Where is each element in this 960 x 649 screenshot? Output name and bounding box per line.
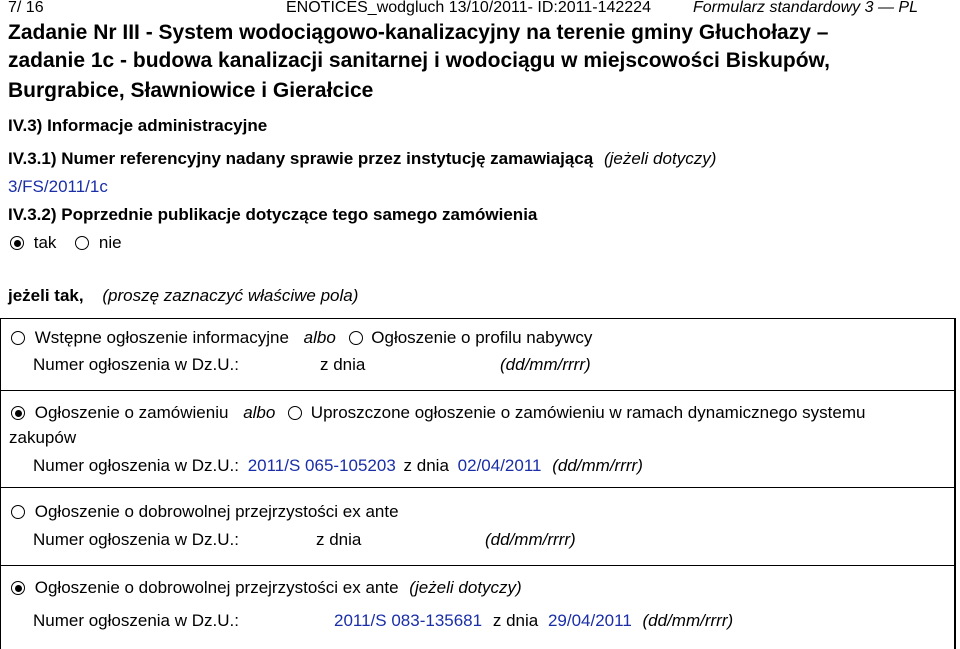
- radio-simplified-notice[interactable]: [288, 406, 302, 420]
- block4-date-value: 29/04/2011: [547, 611, 632, 630]
- albo-1: albo: [303, 328, 336, 347]
- radio-nie[interactable]: [75, 236, 89, 250]
- contract-notice-label: Ogłoszenie o zamówieniu: [34, 403, 229, 422]
- ex-ante-1-label: Ogłoszenie o dobrowolnej przejrzystości ex ante: [34, 502, 399, 521]
- prev-pub-options: [10, 233, 122, 253]
- block3-date-label: z dnia: [316, 530, 362, 549]
- if-yes-label: jeżeli tak,: [8, 286, 84, 305]
- pin-label: Wstępne ogłoszenie informacyjne: [34, 328, 289, 347]
- block1-num-label: Numer ogłoszenia w Dz.U.:: [33, 355, 239, 374]
- block4-num-value: 2011/S 083-135681: [334, 611, 483, 630]
- radio-contract-notice[interactable]: [11, 406, 25, 420]
- pub-block-3: [0, 487, 956, 566]
- radio-tak[interactable]: [10, 236, 24, 250]
- title-clip: [0, 74, 960, 101]
- block2-num-value: 2011/S 065-105203: [247, 456, 396, 475]
- radio-nie-label: nie: [98, 233, 122, 252]
- block1-options: [11, 328, 592, 348]
- block1-date-fmt: (dd/mm/rrrr): [500, 355, 591, 374]
- title-line-3: Burgrabice, Sławniowice i Gierałcice: [8, 79, 374, 101]
- page-number: 7/ 16: [8, 0, 44, 16]
- ref-hint: (jeżeli dotyczy): [603, 149, 717, 168]
- pub-block-1: [0, 318, 956, 391]
- block2-num-row: [33, 456, 643, 476]
- form-type: Formularz standardowy 3 — PL: [693, 0, 918, 16]
- radio-buyer-profile[interactable]: [349, 331, 363, 345]
- block1-date-label: z dnia: [320, 355, 366, 374]
- albo-2: albo: [243, 403, 276, 422]
- block4-num-row: [334, 611, 733, 631]
- radio-tak-label: tak: [33, 233, 57, 252]
- block2-date-label: z dnia: [403, 456, 449, 475]
- prev-pub-label: IV.3.2) Poprzednie publikacje dotyczące tego samego zamówienia: [8, 205, 538, 224]
- radio-ex-ante-1[interactable]: [11, 505, 25, 519]
- section-heading: IV.3) Informacje administracyjne: [8, 116, 268, 135]
- if-yes-hint: (proszę zaznaczyć właściwe pola): [102, 286, 359, 305]
- ref-value: 3/FS/2011/1c: [8, 177, 108, 196]
- block2-num-label: Numer ogłoszenia w Dz.U.:: [33, 456, 239, 475]
- notice-id: ENOTICES_wodgluch 13/10/2011- ID:2011-142224: [286, 0, 651, 16]
- block3-num-label: Numer ogłoszenia w Dz.U.:: [33, 530, 239, 549]
- block4-date-label: z dnia: [492, 611, 539, 630]
- title-line-2: zadanie 1c - budowa kanalizacji sanitarnej i wodociągu w miejscowości Biskupów,: [8, 49, 830, 72]
- block2-date-value: 02/04/2011: [457, 456, 542, 475]
- block3-option: [11, 502, 399, 522]
- simplified-notice-cont: zakupów: [9, 428, 77, 447]
- block4-num-label: Numer ogłoszenia w Dz.U.:: [33, 611, 239, 630]
- block4-date-fmt: (dd/mm/rrrr): [642, 611, 734, 630]
- if-yes-row: [8, 286, 358, 306]
- radio-pin[interactable]: [11, 331, 25, 345]
- ex-ante-2-hint: (jeżeli dotyczy): [409, 578, 522, 597]
- simplified-notice-label: Uproszczone ogłoszenie o zamówieniu w ramach dynamicznego systemu: [310, 403, 866, 422]
- block4-option: [11, 578, 522, 598]
- pub-block-4: [0, 565, 956, 649]
- block3-date-fmt: (dd/mm/rrrr): [485, 530, 576, 549]
- ref-label: IV.3.1) Numer referencyjny nadany sprawie przez instytucję zamawiającą: [8, 149, 594, 168]
- ref-row: [8, 149, 716, 169]
- buyer-profile-label: Ogłoszenie o profilu nabywcy: [371, 328, 593, 347]
- pub-block-2: [0, 390, 956, 488]
- block2-options: [11, 403, 865, 423]
- ex-ante-2-label: Ogłoszenie o dobrowolnej przejrzystości ex ante: [34, 578, 399, 597]
- radio-ex-ante-2[interactable]: [11, 581, 25, 595]
- block2-date-fmt: (dd/mm/rrrr): [552, 456, 643, 475]
- title-line-1: Zadanie Nr III - System wodociągowo-kanalizacyjny na terenie gminy Głuchołazy –: [8, 21, 829, 44]
